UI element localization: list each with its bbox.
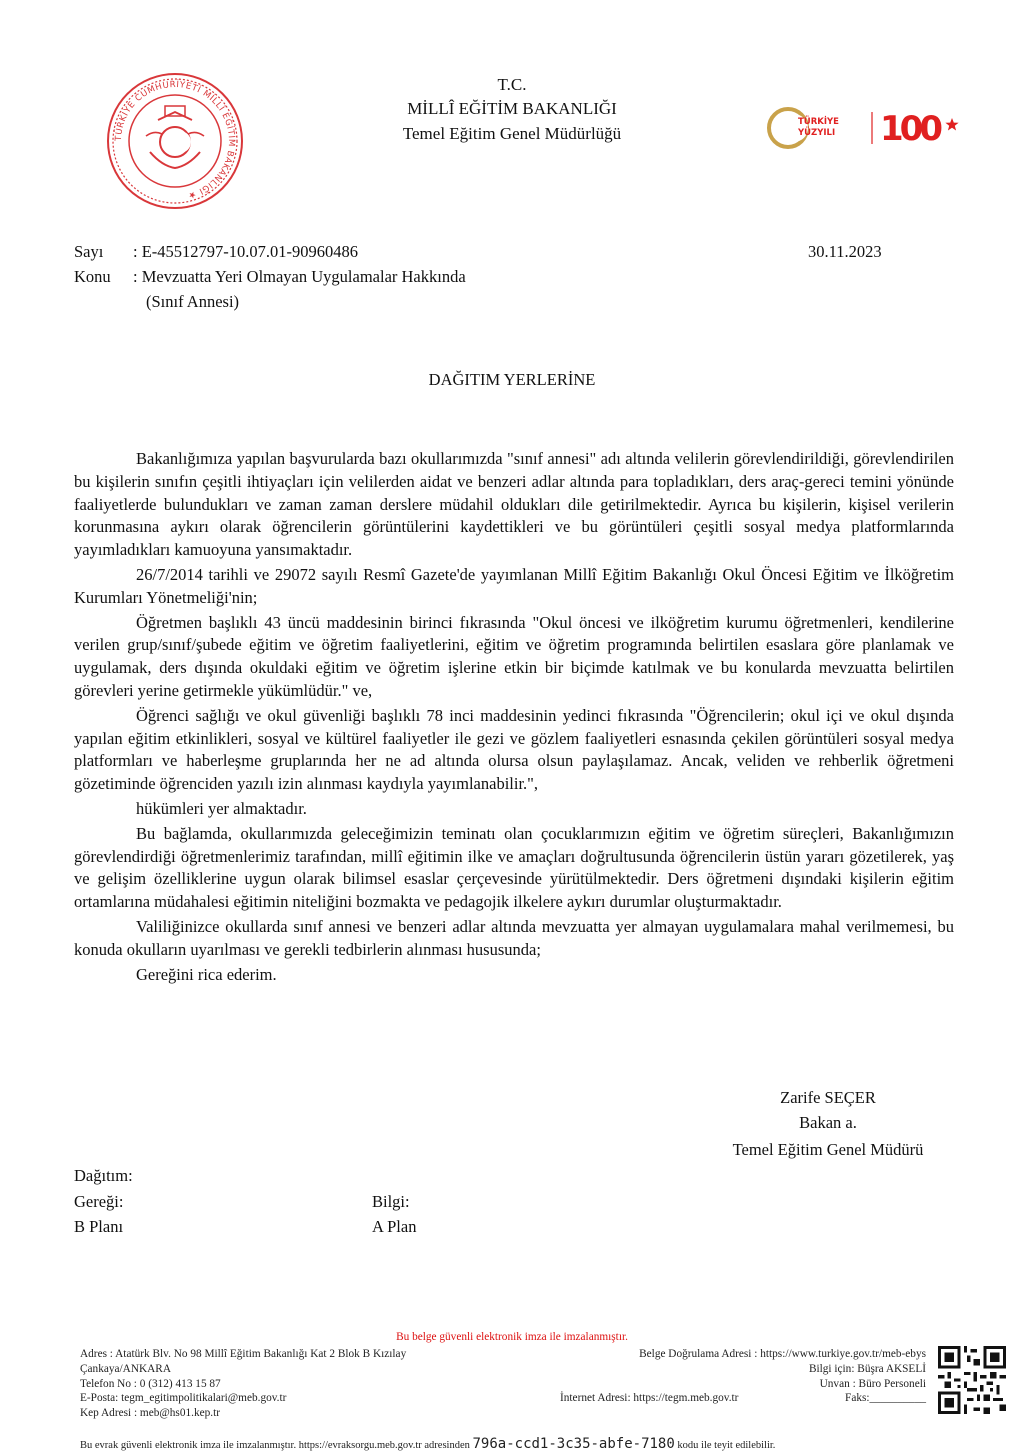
body-paragraph-5: hükümleri yer almaktadır. (136, 798, 307, 818)
konu-value: : Mevzuatta Yeri Olmayan Uygulamalar Hakkında (133, 267, 466, 286)
letter-body (74, 448, 954, 986)
header-tc: T.C. (497, 75, 527, 94)
distribution-geregi-value: B Planı (74, 1217, 124, 1236)
qr-code (938, 1346, 1006, 1414)
footer-verification-line (80, 1438, 1024, 1452)
body-paragraph-2: 26/7/2014 tarihli ve 29072 sayılı Resmî Gazete'de yayımlanan Millî Eğitim Bakanlığı Okul Öncesi Eğitim ve İlköğretim Kurumları Yönetmeliği'nin; (74, 564, 954, 607)
footer-internet[interactable]: İnternet Adresi: https://tegm.meb.gov.tr (560, 1392, 739, 1405)
footer-verification-code: 796a-ccd1-3c35-abfe-7180 (472, 1436, 675, 1452)
footer-right (560, 1347, 926, 1406)
signer-name: Zarife SEÇER (780, 1088, 876, 1107)
footer-verification-suffix: kodu ile teyit edilebilir. (677, 1440, 776, 1451)
body-paragraph-8: Gereğini rica ederim. (136, 964, 277, 984)
distribution-bilgi-label: Bilgi: (372, 1192, 410, 1211)
signer-title: Temel Eğitim Genel Müdürü (732, 1140, 924, 1159)
footer-verify-address[interactable]: Belge Doğrulama Adresi : https://www.turkiye.gov.tr/meb-ebys (639, 1348, 926, 1360)
body-paragraph-3: Öğretmen başlıklı 43 üncü maddesinin birinci fıkrasında "Okul öncesi ve ilköğretim kurumu öğretmenleri, kendilerine verilen grup/sınıf/şubede eğitim ve öğretim faaliyetlerini, eğitim ve öğretim programında belirtilen esaslara göre planlamak ve uygulamak, ders dışında okuldaki eğitim ve öğretim işlerine etkin bir biçimde katılmak ve bu konularda mevzuatta belirtilen görevleri yerine getirmekle yükümlüdür." ve, (74, 612, 954, 700)
body-paragraph-7: Valiliğinizce okullarda sınıf annesi ve benzeri adlar altında mevzuatta yer almayan uygulamalara mahal verilmemesi, bu konuda okulların uyarılması ve gerekli tedbirlerin alınması hususunda; (74, 916, 954, 959)
logo-text-100: 100 (880, 109, 939, 149)
document-date: 30.11.2023 (808, 242, 882, 261)
footer-contact-person: Bilgi için: Büşra AKSELİ (808, 1362, 926, 1375)
header-ministry: MİLLÎ EĞİTİM BAKANLIĞI (407, 99, 617, 118)
footer-address-line1: Adres : Atatürk Blv. No 98 Millî Eğitim Bakanlığı Kat 2 Blok B Kızılay (80, 1348, 407, 1360)
footer-address-line2: Çankaya/ANKARA (80, 1362, 171, 1375)
esign-notice: Bu belge güvenli elektronik imza ile imzalanmıştır. (396, 1331, 628, 1343)
sayi-value: : E-45512797-10.07.01-90960486 (133, 242, 359, 261)
logo-text-turkiye: TÜRKİYE (798, 117, 839, 127)
svg-text:TÜRKİYE CUMHURİYETİ MİLLÎ EĞİT: TÜRKİYE CUMHURİYETİ MİLLÎ EĞİTİM BAKANLIĞI ★ (113, 79, 237, 201)
logo-text-yuzyili: YÜZYILI (798, 128, 836, 138)
distribution-title: Dağıtım: (74, 1166, 133, 1185)
body-paragraph-6: Bu bağlamda, okullarımızda geleceğimizin teminatı olan çocuklarımızın eğitim ve öğretim süreçleri, Bakanlığımızın görevlendirdiği öğretmenlerimiz tarafından, millî eğitimin ilke ve amaçları doğrultusunda öğrencilerin üstün yararı gözetilerek, yaş ve gelişim özelliklerine uygun olarak bilimsel esaslar çerçevesinde yürütülmektedir. Ders öğretmeni dışındaki kişilerin eğitim ortamlarına müdahalesi eğitimin niteliğini bozmakta ve pedagojik ilkelere aykırı durumlar oluşturmaktadır. (74, 823, 954, 912)
addressee: DAĞITIM YERLERİNE (428, 370, 596, 389)
footer-left (80, 1347, 550, 1421)
footer-email: E-Posta: tegm_egitimpolitikalari@meb.gov.tr (80, 1392, 287, 1405)
sayi-label: Sayı (74, 242, 104, 261)
footer-fax (560, 1391, 926, 1406)
body-paragraph-4: Öğrenci sağlığı ve okul güvenliği başlıklı 78 inci maddesinin yedinci fıkrasında "Öğrencilerin; okul içi ve okul dışında yapılan eğitim etkinlikleri, sosyal ve kültürel faaliyetler ile gezi ve gözlem faaliyetleri esnasında çekilen görüntüleri sosyal medya platformları ve haberleşme gruplarında her ne ad altında olursa olsun paylaşılamaz. Ancak, veliden ve rehberlik öğretmeni gözetiminde öğrenciden yazılı izin alınması kaydıyla yayımlanabilir.", (74, 705, 954, 794)
footer-phone: Telefon No : 0 (312) 413 15 87 (80, 1377, 221, 1390)
konu-value-line2: (Sınıf Annesi) (146, 292, 240, 311)
distribution-bilgi-value: A Plan (372, 1217, 417, 1236)
footer-fax-value: Faks:__________ (845, 1392, 926, 1405)
body-paragraph-1: Bakanlığımıza yapılan başvurularda bazı okullarımızda "sınıf annesi" adı altında velilerin görevlendirildiği, görevlendirilen bu kişilerin sınıfın çeşitli ihtiyaçları için velilerden aidat ve benzeri adlar altında para topladıkları, ders araç-gereci temini yönünde faaliyetlerde bulundukları ve zaman zaman derslere müdahil oldukları dile getirilmektedir. Ayrıca bu kişilerin, kişisel verilerin korunmasına aykırı olarak öğrencilerin görüntülerini kaydettikleri ve bu görüntüleri çeşitli sosyal medya platformlarında yayımladıkları kamuoyuna yansımaktadır. (74, 449, 954, 560)
signer-delegation: Bakan a. (799, 1113, 857, 1132)
footer-kep: Kep Adresi : meb@hs01.kep.tr (80, 1407, 220, 1420)
header-directorate: Temel Eğitim Genel Müdürlüğü (402, 124, 622, 143)
konu-label: Konu (74, 267, 111, 286)
distribution-geregi-label: Gereği: (74, 1192, 124, 1211)
footer-verification-prefix: Bu evrak güvenli elektronik imza ile imzalanmıştır. https://evraksorgu.meb.gov.tr adresinden (80, 1440, 470, 1451)
turkiye-yuzyili-logo (764, 102, 964, 154)
footer-contact-title: Unvan : Büro Personeli (819, 1377, 926, 1390)
